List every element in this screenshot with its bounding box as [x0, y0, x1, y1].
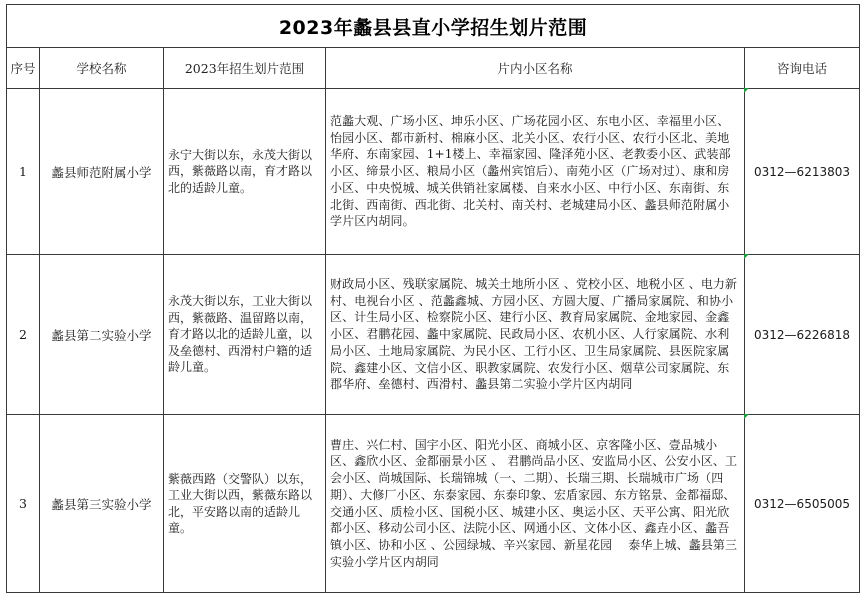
table-title: 2023年蠡县县直小学招生划片范围 — [7, 5, 860, 48]
enrollment-table-sheet — [6, 4, 859, 592]
cell-comment-marker-icon — [744, 414, 749, 419]
phone-cell — [745, 415, 860, 593]
enrollment-table — [6, 4, 860, 593]
school-name: 蠡县第二实验小学 — [40, 255, 164, 415]
table-row — [7, 415, 860, 593]
header-range: 2023年招生划片范围 — [164, 48, 326, 89]
school-name: 蠡县师范附属小学 — [40, 89, 164, 255]
enrollment-range: 永茂大街以东，工业大街以西，紫薇路、温留路以南，育才路以北的适龄儿童，以及垒德村、西滑村户籍的适龄儿童。 — [164, 255, 326, 415]
school-name: 蠡县第三实验小学 — [40, 415, 164, 593]
row-index: 3 — [7, 415, 40, 593]
phone-cell — [745, 255, 860, 415]
community-list: 范蠡大观、广场小区、坤乐小区、广场花园小区、东电小区、幸福里小区、怡园小区、都市新村、棉麻小区、北关小区、农行小区、农行小区北、美地华府、东南家园、1+1楼上、幸福家园、隆泽苑小区、老教委小区、武装部小区、缔景小区、粮局小区（蠡州宾馆后）、南苑小区（广场对过）、康和房小区、中央悦城、城关供销社家属楼、自来水小区、中行小区、东南街、东北街、西南街、西北街、北关村、南关村、老城建局小区、蠡县师范附属小学片区内胡同。 — [326, 89, 745, 255]
header-school: 学校名称 — [40, 48, 164, 89]
phone-cell — [745, 89, 860, 255]
phone-number: 0312—6226818 — [754, 327, 850, 342]
community-list: 曹庄、兴仁村、国宇小区、阳光小区、商城小区、京客隆小区、壹品城小区、鑫欣小区、金都丽景小区 、 君鹏尚品小区、安监局小区、公安小区、工会小区、尚城国际、长瑞锦城（一、二期）、长瑞三期、长瑞城市广场（四期）、大修厂小区、东泰家园、东泰印象、宏盾家园、东方铭景、金都福邸、交通小区、质检小区、国税小区、城建小区、奥运小区、天平公寓、阳光欣都小区、移动公司小区、法院小区、网通小区、文体小区、鑫垚小区、蠡吾镇小区、协和小区 、公园绿城、辛兴家园、新星花园 泰华上城、蠡县第三实验小学片区内胡同 — [326, 415, 745, 593]
row-index: 1 — [7, 89, 40, 255]
header-row — [7, 48, 860, 89]
header-phone: 咨询电话 — [745, 48, 860, 89]
enrollment-range: 永宁大街以东，永茂大街以西，紫薇路以南，育才路以北的适龄儿童。 — [164, 89, 326, 255]
enrollment-range: 紫薇西路（交警队）以东，工业大街以西，紫薇东路以北，平安路以南的适龄儿童。 — [164, 415, 326, 593]
title-row — [7, 5, 860, 48]
row-index: 2 — [7, 255, 40, 415]
table-row — [7, 255, 860, 415]
header-index: 序号 — [7, 48, 40, 89]
table-row — [7, 89, 860, 255]
community-list: 财政局小区、残联家属院、城关土地所小区 、党校小区、地税小区 、电力新村、电视台小区 、范蠡鑫城、方园小区、方圆大厦、广播局家属院、和协小区、计生局小区、检察院小区、建行小区、教育局家属院、金地家园、金鑫小区、君鹏花园、蠡中家属院、民政局小区、农机小区、人行家属院、水利局小区、土地局家属院、为民小区、工行小区、卫生局家属院、县医院家属院、鑫建小区、文信小区、职教家属院、农发行小区、烟草公司家属院、东郡华府、垒德村、西滑村、蠡县第二实验小学片区内胡同 — [326, 255, 745, 415]
cell-comment-marker-icon — [744, 254, 749, 259]
phone-number: 0312—6505005 — [754, 496, 850, 511]
phone-number: 0312—6213803 — [754, 164, 850, 179]
cell-comment-marker-icon — [744, 88, 749, 93]
header-communities: 片内小区名称 — [326, 48, 745, 89]
